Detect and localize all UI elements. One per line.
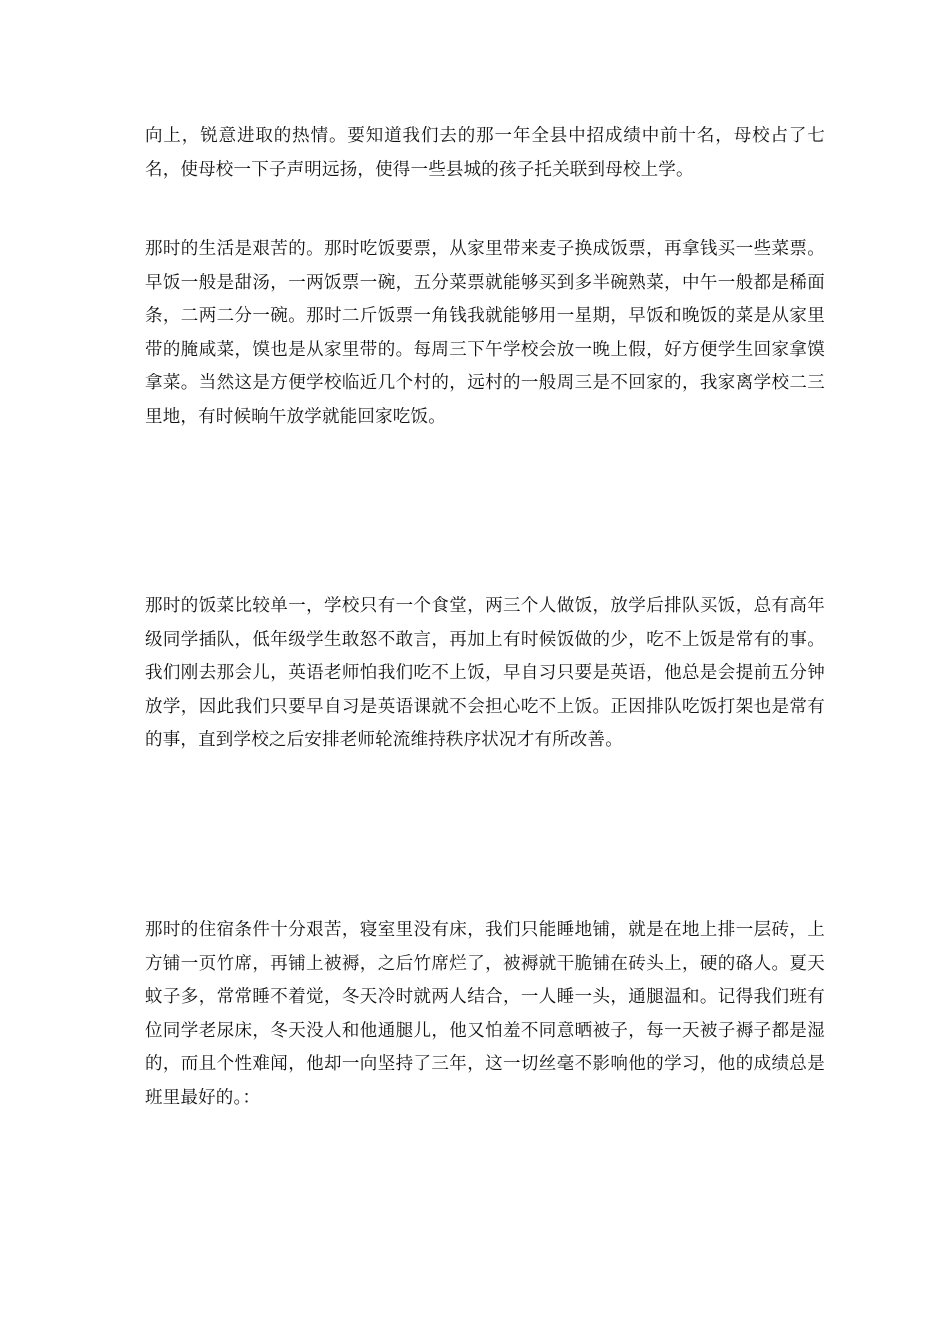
paragraph-1: 向上，锐意进取的热情。要知道我们去的那一年全县中招成绩中前十名，母校占了七名，使母校一下子声明远扬，使得一些县城的孩子托关联到母校上学。 [145, 126, 825, 180]
paragraph-2: 那时的生活是艰苦的。那时吃饭要票，从家里带来麦子换成饭票，再拿钱买一些菜票。早饭一般是甜汤，一两饭票一碗，五分菜票就能够买到多半碗熟菜，中午一般都是稀面条，二两二分一碗。那时二斤饭票一角钱我就能够用一星期，早饭和晚饭的菜是从家里带的腌咸菜，馍也是从家里带的。每周三下午学校会放一晚上假，好方便学生回家拿馍拿菜。当然这是方便学校临近几个村的，远村的一般周三是不回家的，我家离学校二三里地，有时候晌午放学就能回家吃饭。 [145, 239, 825, 427]
paragraph-4: 那时的住宿条件十分艰苦，寝室里没有床，我们只能睡地铺，就是在地上排一层砖，上方铺一页竹席，再铺上被褥，之后竹席烂了，被褥就干脆铺在砖头上，硬的硌人。夏天蚊子多，常常睡不着觉，冬天冷时就两人结合，一人睡一头，通腿温和。记得我们班有位同学老尿床，冬天没人和他通腿儿，他又怕羞不同意晒被子，每一天被子褥子都是湿的，而且个性难闻，他却一向坚持了三年，这一切丝毫不影响他的学习，他的成绩总是班里最好的。： [145, 920, 825, 1108]
paragraph-3: 那时的饭菜比较单一，学校只有一个食堂，两三个人做饭，放学后排队买饭，总有高年级同学插队，低年级学生敢怒不敢言，再加上有时候饭做的少，吃不上饭是常有的事。我们刚去那会儿，英语老师怕我们吃不上饭，早自习只要是英语，他总是会提前五分钟放学，因此我们只要早自习是英语课就不会担心吃不上饭。正因排队吃饭打架也是常有的事，直到学校之后安排老师轮流维持秩序状况才有所改善。 [145, 596, 825, 750]
